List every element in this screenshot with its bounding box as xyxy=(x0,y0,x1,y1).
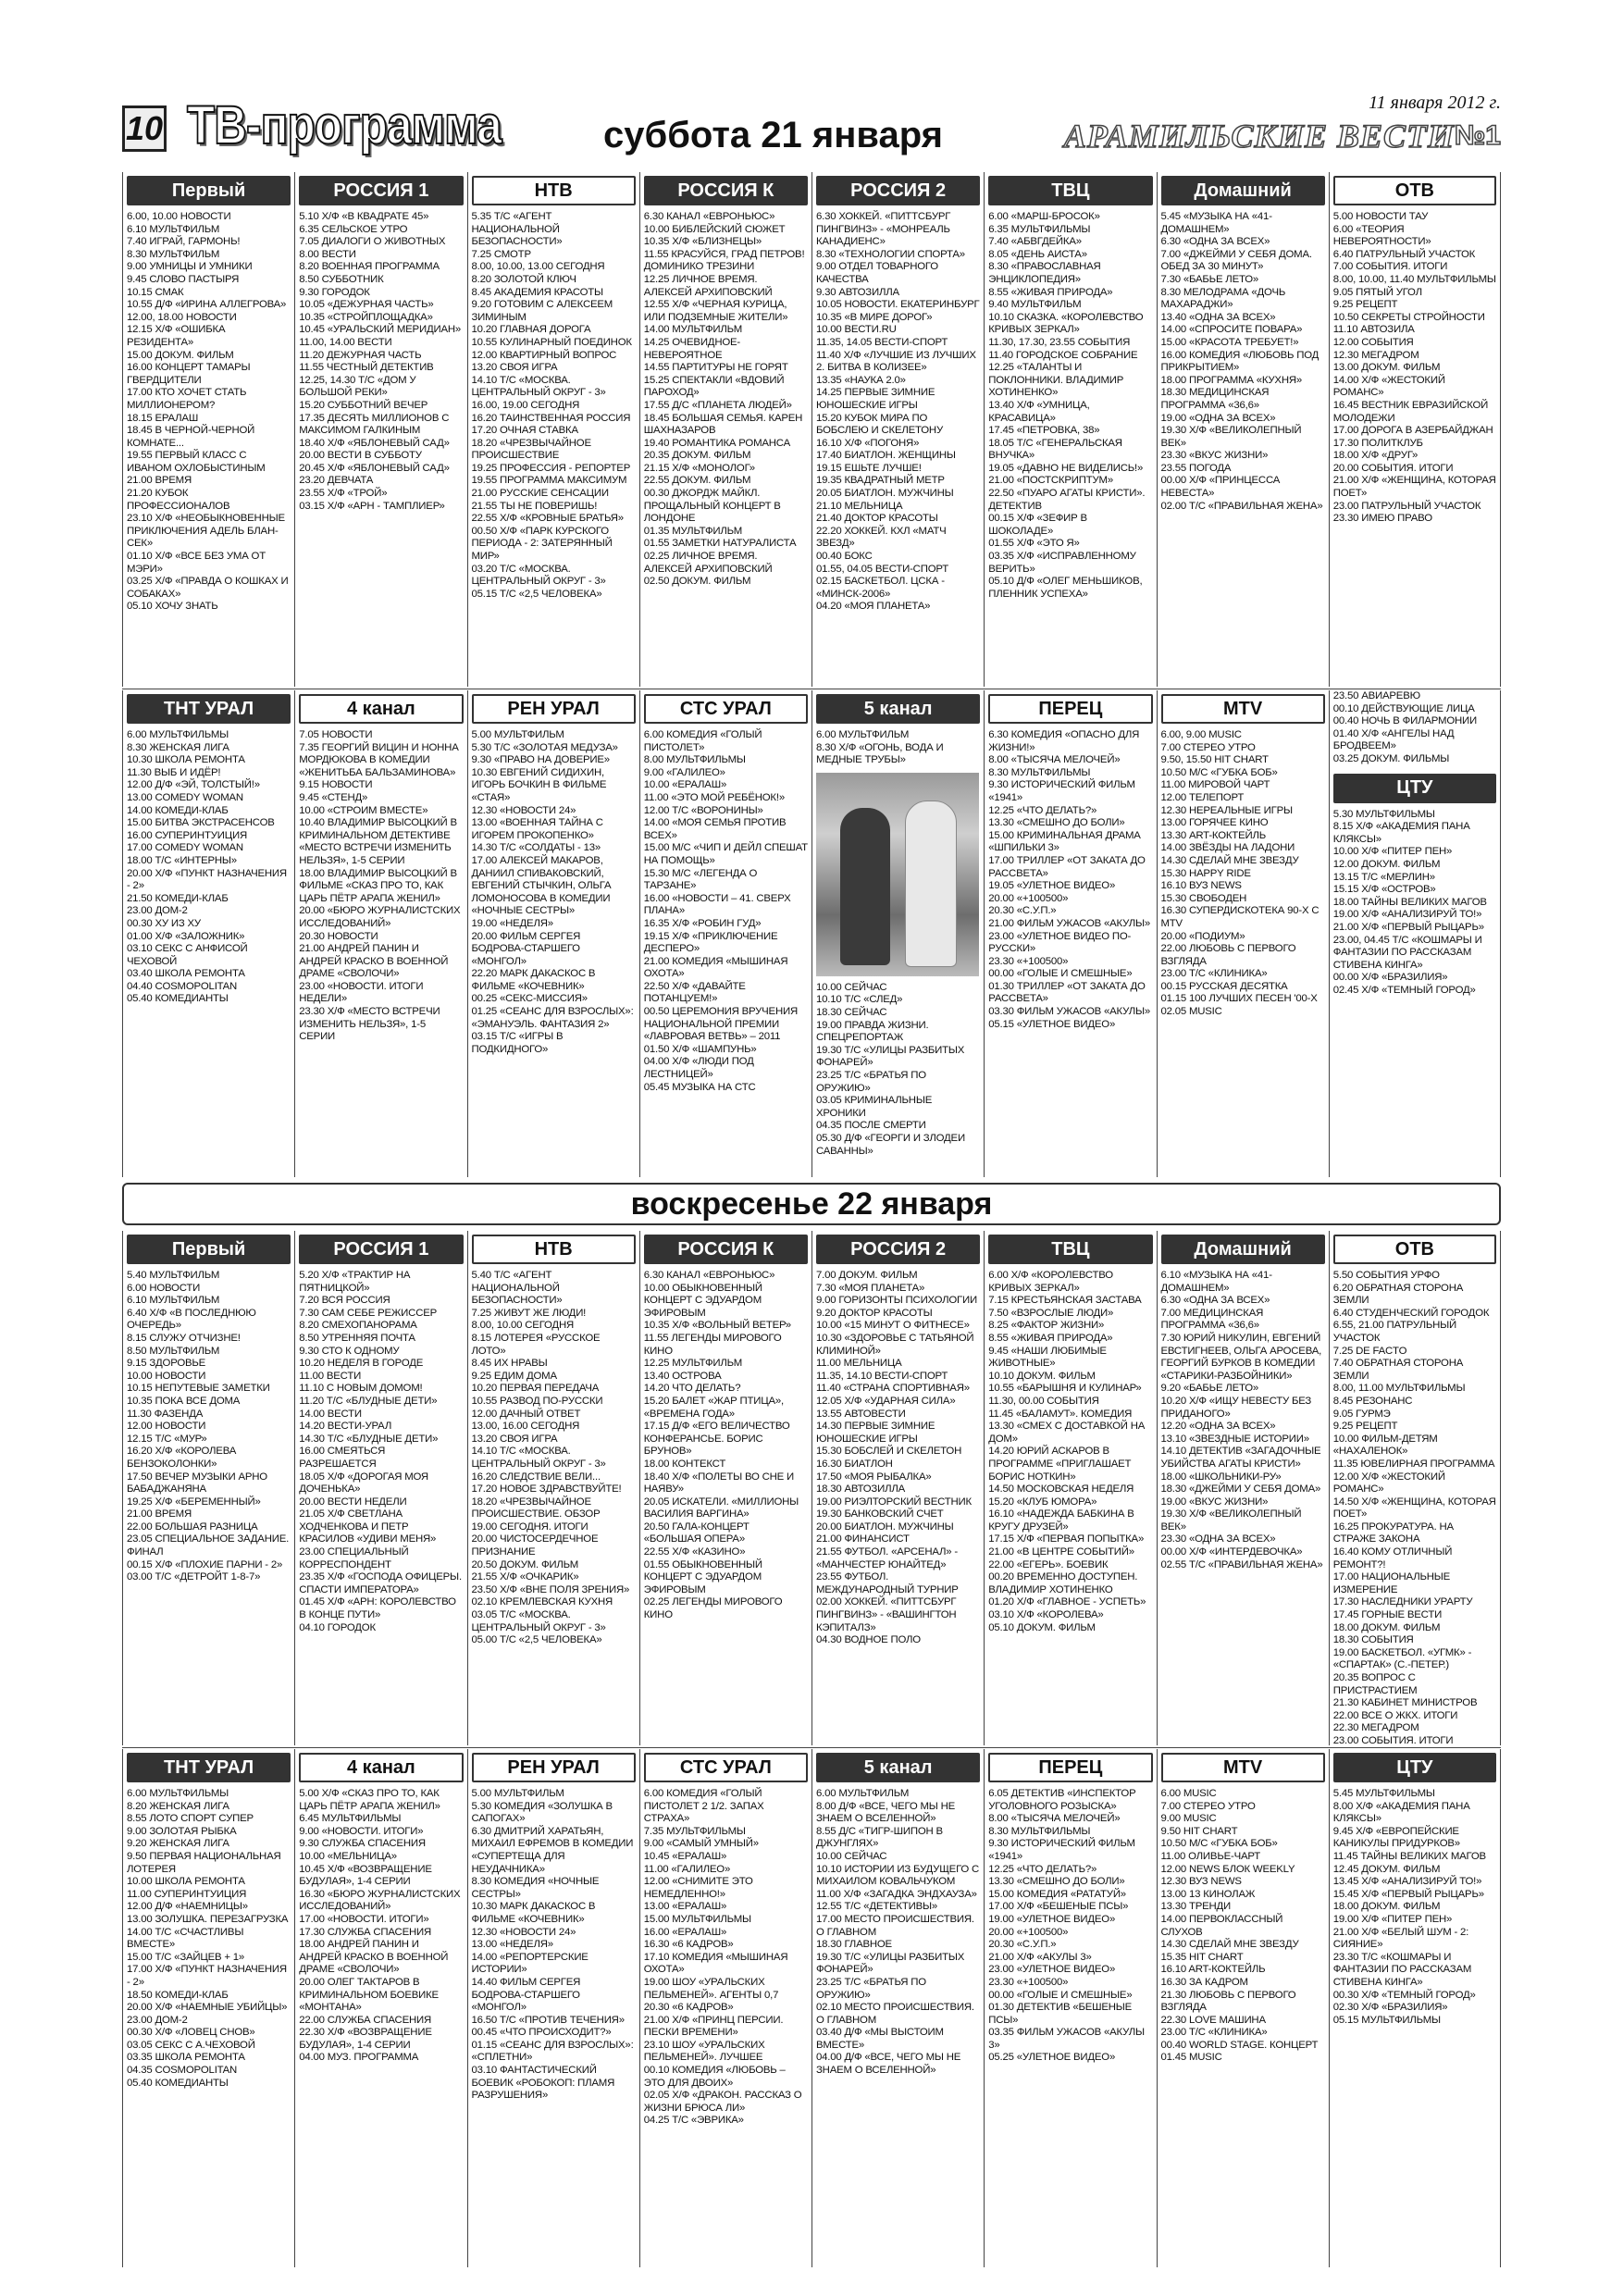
page-number: 10 xyxy=(122,105,167,152)
channel-column xyxy=(294,172,466,687)
program-list: 23.50 АВИАРЕВЮ 00.10 ДЕЙСТВУЮЩИЕ ЛИЦА 00.40 НОЧЬ В ФИЛАРМОНИИ 01.40 Х/Ф «АНГЕЛЫ НАД БРОДВЕЕМ» 03.25 ДОКУМ. ФИЛЬМЫ xyxy=(1332,690,1477,764)
program-list: 5.30 МУЛЬТФИЛЬМЫ 8.15 Х/Ф «АКАДЕМИЯ ПАНА КЛЯКСЫ» 10.00 Х/Ф «ПИТЕР ПЕН» 12.00 ДОКУМ. ФИЛЬМ 13.15 Т/С «МЕРЛИН» 15.15 Х/Ф «ОСТРОВ» 18.00 ТАЙНЫ ВЕЛИКИХ МАГОВ 19.00 Х/Ф «АНАЛИЗИРУЙ ТО!» 21.00 Х/Ф «ПЕРВЫЙ РЫЦАРЬ» 23.00, 04.45 Т/С «КОШМАРЫ И ФАНТАЗИИ ПО РАССКАЗАМ СТИВЕНА КИНГА» 00.00 Х/Ф «БРАЗИЛИЯ» 02.45 Х/Ф «ТЕМНЫЙ ГОРОД» xyxy=(1332,808,1487,996)
channel-header: СТС УРАЛ xyxy=(644,1753,808,1782)
row-divider xyxy=(122,1747,1501,1748)
saturday-title: суббота 21 января xyxy=(603,115,943,155)
channel-column xyxy=(294,1749,466,2267)
channel-header: 5 канал xyxy=(816,1753,980,1782)
channel-column xyxy=(984,690,1156,1177)
channel-header: СТС УРАЛ xyxy=(644,694,808,724)
channel-column xyxy=(1157,172,1329,687)
channel-column xyxy=(1329,172,1501,687)
issue-number: №1 xyxy=(1454,120,1501,151)
program-list: 5.40 Т/С «АГЕНТ НАЦИОНАЛЬНОЙ БЕЗОПАСНОСТИ» 7.25 ЖИВУТ ЖЕ ЛЮДИ! 8.00, 10.00 СЕГОДНЯ 8.15 ЛОТЕРЕЯ «РУССКОЕ ЛОТО» 8.45 ИХ НРАВЫ 9.25 ЕДИМ ДОМА 10.20 ПЕРВАЯ ПЕРЕДАЧА 10.55 РАЗВОД ПО-РУССКИ 12.00 ДАЧНЫЙ ОТВЕТ 13.00, 16.00 СЕГОДНЯ 13.20 СВОЯ ИГРА 14.10 Т/С «МОСКВА. ЦЕНТРАЛЬНЫЙ ОКРУГ - 3» 16.20 СЛЕДСТВИЕ ВЕЛИ... 17.20 НОВОЕ ЗДРАВСТВУЙТЕ! 18.20 «ЧРЕЗВЫЧАЙНОЕ ПРОИСШЕСТВИЕ. ОБЗОР 19.00 СЕГОДНЯ. ИТОГИ 20.00 ЧИСТОСЕРДЕЧНОЕ ПРИЗНАНИЕ 20.50 ДОКУМ. ФИЛЬМ 21.55 Х/Ф «ОЧКАРИК» 23.50 Х/Ф «ВНЕ ПОЛЯ ЗРЕНИЯ» 02.10 КРЕМЛЕВСКАЯ КУХНЯ 03.05 Т/С «МОСКВА. ЦЕНТРАЛЬНЫЙ ОКРУГ - 3» 05.00 Т/С «2,5 ЧЕЛОВЕКА» xyxy=(471,1270,630,1646)
program-list: 6.30 ХОККЕЙ. «ПИТТСБУРГ ПИНГВИНЗ» - «МОНРЕАЛЬ КАНАДИЕНС» 8.30 «ТЕХНОЛОГИИ СПОРТА» 9.00 ОТДЕЛ ТОВАРНОГО КАЧЕСТВА 9.30 АВТОЗИЛЛА 10.05 НОВОСТИ. ЕКАТЕРИНБУРГ 10.35 «В МИРЕ ДОРОГ» 10.00 ВЕСТИ.RU 11.35, 14.05 ВЕСТИ-СПОРТ 11.40 Х/Ф «ЛУЧШИЕ ИЗ ЛУЧШИХ 2. БИТВА В КОЛИЗЕЕ» 13.35 «НАУКА 2.0» 14.25 ПЕРВЫЕ ЗИМНИЕ ЮНОШЕСКИЕ ИГРЫ 15.20 КУБОК МИРА ПО БОБСЛЕЮ И СКЕЛЕТОНУ 16.10 Х/Ф «ПОГОНЯ» 17.40 БИАТЛОН. ЖЕНЩИНЫ 19.15 ЕШЬТЕ ЛУЧШЕ! 19.35 КВАДРАТНЫЙ МЕТР 20.05 БИАТЛОН. МУЖЧИНЫ 21.10 МЕЛЬНИЦА 21.40 ДОКТОР КРАСОТЫ 22.20 ХОККЕЙ. КХЛ «МАТЧ ЗВЕЗД» 00.40 БОКС 01.55, 04.05 ВЕСТИ-СПОРТ 02.15 БАСКЕТБОЛ. ЦСКА - «МИНСК-2006» 04.20 «МОЯ ПЛАНЕТА» xyxy=(816,211,980,613)
channel-header: РОССИЯ 1 xyxy=(299,1235,463,1264)
program-list: 7.05 НОВОСТИ 7.35 ГЕОРГИЙ ВИЦИН И НОННА МОРДЮКОВА В КОМЕДИИ «ЖЕНИТЬБА БАЛЬЗАМИНОВА» 9.15 НОВОСТИ 9.45 «СТЕНД» 10.00 «СТРОИМ ВМЕСТЕ» 10.40 ВЛАДИМИР ВЫСОЦКИЙ В КРИМИНАЛЬНОМ ДЕТЕКТИВЕ «МЕСТО ВСТРЕЧИ ИЗМЕНИТЬ НЕЛЬЗЯ», 1-5 СЕРИИ 18.00 ВЛАДИМИР ВЫСОЦКИЙ В ФИЛЬМЕ «СКАЗ ПРО ТО, КАК ЦАРЬ ПЁТР АРАПА ЖЕНИЛ» 20.00 «БЮРО ЖУРНАЛИСТСКИХ ИССЛЕДОВАНИЙ» 20.30 НОВОСТИ 21.00 АНДРЕЙ ПАНИН И АНДРЕЙ КРАСКО В ВОЕННОЙ ДРАМЕ «СВОЛОЧИ» 23.00 «НОВОСТИ. ИТОГИ НЕДЕЛИ» 23.30 Х/Ф «МЕСТО ВСТРЕЧИ ИЗМЕНИТЬ НЕЛЬЗЯ», 1-5 СЕРИИ xyxy=(299,729,461,1043)
channel-header: MTV xyxy=(1161,1753,1325,1782)
channel-header: ОТВ xyxy=(1333,176,1496,205)
program-list: 6.00 МУЛЬТФИЛЬМ 8.30 Х/Ф «ОГОНЬ, ВОДА И МЕДНЫЕ ТРУБЫ» xyxy=(816,729,944,766)
channel-column xyxy=(1157,690,1329,1177)
photo-figure xyxy=(840,808,890,965)
program-list: 5.40 МУЛЬТФИЛЬМ 6.00 НОВОСТИ 6.10 МУЛЬТФИЛЬМ 6.40 Х/Ф «В ПОСЛЕДНЮЮ ОЧЕРЕДЬ» 8.15 СЛУЖУ ОТЧИЗНЕ! 8.50 МУЛЬТФИЛЬМ 9.15 ЗДОРОВЬЕ 10.00 НОВОСТИ 10.15 НЕПУТЕВЫЕ ЗАМЕТКИ 10.35 ПОКА ВСЕ ДОМА 11.30 ФАЗЕНДА 12.00 НОВОСТИ 12.15 Т/С «МУР» 16.20 Х/Ф «КОРОЛЕВА БЕНЗОКОЛОНКИ» 17.50 ВЕЧЕР МУЗЫКИ АРНО БАБАДЖАНЯНА 19.25 Х/Ф «БЕРЕМЕННЫЙ» 21.00 ВРЕМЯ 22.00 БОЛЬШАЯ РАЗНИЦА 23.05 СПЕЦИАЛЬНОЕ ЗАДАНИЕ. ФИНАЛ 00.15 Х/Ф «ПЛОХИЕ ПАРНИ - 2» 03.00 Т/С «ДЕТРОЙТ 1-8-7» xyxy=(127,1270,290,1583)
sunday-bottom-row xyxy=(122,1749,1501,2267)
channel-column xyxy=(1329,1231,1501,1745)
channel-header: РЕН УРАЛ xyxy=(472,1753,636,1782)
channel-header: РЕН УРАЛ xyxy=(472,694,636,724)
channel-column xyxy=(122,172,294,687)
channel-column xyxy=(467,172,639,687)
program-list: 6.10 «МУЗЫКА НА «41-ДОМАШНЕМ» 6.30 «ОДНА ЗА ВСЕХ» 7.00 МЕДИЦИНСКАЯ ПРОГРАММА «36,6» 7.30 ЮРИЙ НИКУЛИН, ЕВГЕНИЙ ЕВСТИГНЕЕВ, ОЛЬГА АРОСЕВА, ГЕОРГИЙ БУРКОВ В КОМЕДИИ «СТАРИКИ-РАЗБОЙНИКИ» 9.20 «БАБЬЕ ЛЕТО» 10.20 Х/Ф «ИЩУ НЕВЕСТУ БЕЗ ПРИДАНОГО» 12.20 «ОДНА ЗА ВСЕХ» 13.10 «ЗВЕЗДНЫЕ ИСТОРИИ» 14.10 ДЕТЕКТИВ «ЗАГАДОЧНЫЕ УБИЙСТВА АГАТЫ КРИСТИ» 18.00 «ШКОЛЬНИКИ-РУ» 18.30 «ДЖЕЙМИ У СЕБЯ ДОМА» 19.00 «ВКУС ЖИЗНИ» 19.30 Х/Ф «ВЕЛИКОЛЕПНЫЙ ВЕК» 23.30 «ОДНА ЗА ВСЕХ» 00.00 Х/Ф «ИНТЕРДЕВОЧКА» 02.55 Т/С «ПРАВИЛЬНАЯ ЖЕНА» xyxy=(1160,1270,1323,1570)
channel-column xyxy=(1329,1749,1501,2267)
channel-header: РОССИЯ 2 xyxy=(816,1235,980,1264)
channel-column xyxy=(122,690,294,1177)
channel-column xyxy=(639,172,812,687)
sunday-top-row xyxy=(122,1231,1501,1745)
channel-header: Домашний xyxy=(1161,176,1325,205)
program-list: 6.00 КОМЕДИЯ «ГОЛЫЙ ПИСТОЛЕТ» 8.00 МУЛЬТФИЛЬМЫ 9.00 «ГАЛИЛЕО» 10.00 «ЕРАЛАШ» 11.00 «ЭТО МОЙ РЕБЁНОК!» 12.00 Т/С «ВОРОНИНЫ» 14.00 «МОЯ СЕМЬЯ ПРОТИВ ВСЕХ» 15.00 М/С «ЧИП И ДЕЙЛ СПЕШАТ НА ПОМОЩЬ» 15.30 М/С «ЛЕГЕНДА О ТАРЗАНЕ» 16.00 «НОВОСТИ – 41. СВЕРХ ПЛАНА» 16.35 Х/Ф «РОБИН ГУД» 19.15 Х/Ф «ПРИКЛЮЧЕНИЕ ДЕСПЕРО» 21.00 КОМЕДИЯ «МЫШИНАЯ ОХОТА» 22.50 Х/Ф «ДАВАЙТЕ ПОТАНЦУЕМ!» 00.50 ЦЕРЕМОНИЯ ВРУЧЕНИЯ НАЦИОНАЛЬНОЙ ПРЕМИИ «ЛАВРОВАЯ ВЕТВЬ» – 2011 01.50 Х/Ф «ШАМПУНЬ» 04.00 Х/Ф «ЛЮДИ ПОД ЛЕСТНИЦЕЙ» 05.45 МУЗЫКА НА СТС xyxy=(643,729,808,1093)
channel-column xyxy=(812,1749,984,2267)
program-list: 6.00, 10.00 НОВОСТИ 6.10 МУЛЬТФИЛЬМ 7.40 ИГРАЙ, ГАРМОНЬ! 8.30 МУЛЬТФИЛЬМ 9.00 УМНИЦЫ И УМНИКИ 9.45 СЛОВО ПАСТЫРЯ 10.15 СМАК 10.55 Д/Ф «ИРИНА АЛЛЕГРОВА» 12.00, 18.00 НОВОСТИ 12.15 Х/Ф «ОШИБКА РЕЗИДЕНТА» 15.00 ДОКУМ. ФИЛЬМ 16.00 КОНЦЕРТ ТАМАРЫ ГВЕРДЦИТЕЛИ 17.00 КТО ХОЧЕТ СТАТЬ МИЛЛИОНЕРОМ? 18.15 ЕРАЛАШ 18.45 В ЧЕРНОЙ-ЧЕРНОЙ КОМНАТЕ... 19.55 ПЕРВЫЙ КЛАСС С ИВАНОМ ОХЛОБЫСТИНЫМ 21.00 ВРЕМЯ 21.20 КУБОК ПРОФЕССИОНАЛОВ 23.10 Х/Ф «НЕОБЫКНОВЕННЫЕ ПРИКЛЮЧЕНИЯ АДЕЛЬ БЛАН-СЕК» 01.10 Х/Ф «ВСЕ БЕЗ УМА ОТ МЭРИ» 03.25 Х/Ф «ПРАВДА О КОШКАХ И СОБАКАХ» 05.10 ХОЧУ ЗНАТЬ xyxy=(127,211,289,613)
saturday-top-row xyxy=(122,172,1501,687)
channel-header: Первый xyxy=(127,1235,291,1264)
program-list: 5.10 Х/Ф «В КВАДРАТЕ 45» 6.35 СЕЛЬСКОЕ УТРО 7.05 ДИАЛОГИ О ЖИВОТНЫХ 8.00 ВЕСТИ 8.20 ВОЕННАЯ ПРОГРАММА 8.50 СУББОТНИК 9.30 ГОРОДОК 10.05 «ДЕЖУРНАЯ ЧАСТЬ» 10.35 «СТРОЙПЛОЩАДКА» 10.45 «УРАЛЬСКИЙ МЕРИДИАН» 11.00, 14.00 ВЕСТИ 11.20 ДЕЖУРНАЯ ЧАСТЬ 11.55 ЧЕСТНЫЙ ДЕТЕКТИВ 12.25, 14.30 Т/С «ДОМ У БОЛЬШОЙ РЕКИ» 15.20 СУББОТНИЙ ВЕЧЕР 17.35 ДЕСЯТЬ МИЛЛИОНОВ С МАКСИМОМ ГАЛКИНЫМ 18.40 Х/Ф «ЯБЛОНЕВЫЙ САД» 20.00 ВЕСТИ В СУББОТУ 20.45 Х/Ф «ЯБЛОНЕВЫЙ САД» 23.20 ДЕВЧАТА 23.55 Х/Ф «ТРОЙ» 03.15 Х/Ф «АРН - ТАМПЛИЕР» xyxy=(299,211,462,512)
program-list: 6.00 МУЛЬТФИЛЬМЫ 8.20 ЖЕНСКАЯ ЛИГА 8.55 ЛОТО СПОРТ СУПЕР 9.00 ЗОЛОТАЯ РЫБКА 9.20 ЖЕНСКАЯ ЛИГА 9.50 ПЕРВАЯ НАЦИОНАЛЬНАЯ ЛОТЕРЕЯ 10.00 ШКОЛА РЕМОНТА 11.00 СУПЕРИНТУИЦИЯ 12.00 Д/Ф «НАЕМНИЦЫ» 13.00 ЗОЛУШКА. ПЕРЕЗАГРУЗКА 14.00 Т/С «СЧАСТЛИВЫ ВМЕСТЕ» 15.00 Т/С «ЗАЙЦЕВ + 1» 17.00 Х/Ф «ПУНКТ НАЗНАЧЕНИЯ - 2» 18.50 КОМЕДИ-КЛАБ 20.00 Х/Ф «НАЕМНЫЕ УБИЙЦЫ» 23.00 ДОМ-2 00.30 Х/Ф «ЛОВЕЦ СНОВ» 03.05 СЕКС С А.ЧЕХОВОЙ 03.35 ШКОЛА РЕМОНТА 04.35 COSMOPOLITAN 05.40 КОМЕДИАНТЫ xyxy=(127,1788,289,2089)
channel-column xyxy=(639,1231,812,1745)
issue-date: 11 января 2012 г. xyxy=(1369,93,1501,113)
channel-column xyxy=(294,1231,466,1745)
program-list: 6.00 «МАРШ-БРОСОК» 6.35 МУЛЬТФИЛЬМЫ 7.40 «АБВГДЕЙКА» 8.05 «ДЕНЬ АИСТА» 8.30 «ПРАВОСЛАВНАЯ ЭНЦИКЛОПЕДИЯ» 8.55 «ЖИВАЯ ПРИРОДА» 9.40 МУЛЬТФИЛЬМ 10.10 СКАЗКА. «КОРОЛЕВСТВО КРИВЫХ ЗЕРКАЛ» 11.30, 17.30, 23.55 СОБЫТИЯ 11.40 ГОРОДСКОЕ СОБРАНИЕ 12.25 «ТАЛАНТЫ И ПОКЛОННИКИ. ВЛАДИМИР ХОТИНЕНКО» 13.40 Х/Ф «УМНИЦА, КРАСАВИЦА» 17.45 «ПЕТРОВКА, 38» 18.05 Т/С «ГЕНЕРАЛЬСКАЯ ВНУЧКА» 19.05 «ДАВНО НЕ ВИДЕЛИСЬ!» 21.00 «ПОСТСКРИПТУМ» 22.50 «ПУАРО АГАТЫ КРИСТИ». ДЕТЕКТИВ 00.15 Х/Ф «ЗЕФИР В ШОКОЛАДЕ» 01.55 Х/Ф «ЭТО Я» 03.35 Х/Ф «ИСПРАВЛЕННОМУ ВЕРИТЬ» 05.10 Д/Ф «ОЛЕГ МЕНЬШИКОВ, ПЛЕННИК УСПЕХА» xyxy=(988,211,1146,600)
channel-header: ЦТУ xyxy=(1333,1753,1496,1782)
program-list: 5.45 «МУЗЫКА НА «41-ДОМАШНЕМ» 6.30 «ОДНА ЗА ВСЕХ» 7.00 «ДЖЕЙМИ У СЕБЯ ДОМА. ОБЕД ЗА 30 МИНУТ» 7.30 «БАБЬЕ ЛЕТО» 8.30 МЕЛОДРАМА «ДОЧЬ МАХАРАДЖИ» 13.40 «ОДНА ЗА ВСЕХ» 14.00 «СПРОСИТЕ ПОВАРА» 15.00 «КРАСОТА ТРЕБУЕТ!» 16.00 КОМЕДИЯ «ЛЮБОВЬ ПОД ПРИКРЫТИЕМ» 18.00 ПРОГРАММА «КУХНЯ» 18.30 МЕДИЦИНСКАЯ ПРОГРАММА «36,6» 19.00 «ОДНА ЗА ВСЕХ» 19.30 Х/Ф «ВЕЛИКОЛЕПНЫЙ ВЕК» 23.30 «ВКУС ЖИЗНИ» 23.55 ПОГОДА 00.00 Х/Ф «ПРИНЦЕССА НЕВЕСТА» 02.00 Т/С «ПРАВИЛЬНАЯ ЖЕНА» xyxy=(1160,211,1323,512)
channel-column xyxy=(984,1749,1156,2267)
channel-column xyxy=(467,1749,639,2267)
program-list: 5.00 МУЛЬТФИЛЬМ 5.30 КОМЕДИЯ «ЗОЛУШКА В САПОГАХ» 6.30 ДМИТРИЙ ХАРАТЬЯН, МИХАИЛ ЕФРЕМОВ В КОМЕДИИ «СУПЕРТЕЩА ДЛЯ НЕУДАЧНИКА» 8.30 КОМЕДИЯ «НОЧНЫЕ СЕСТРЫ» 10.30 МАРК ДАКАСКОС В ФИЛЬМЕ «КОЧЕВНИК» 12.30 «НОВОСТИ 24» 13.00 «НЕДЕЛЯ» 14.00 «РЕПОРТЕРСКИЕ ИСТОРИИ» 14.40 ФИЛЬМ СЕРГЕЯ БОДРОВА-СТАРШЕГО «МОНГОЛ» 16.50 Т/С «ПРОТИВ ТЕЧЕНИЯ» 00.45 «ЧТО ПРОИСХОДИТ?» 01.15 «СЕАНС ДЛЯ ВЗРОСЛЫХ»: «СПЛЕТНИ» 03.10 ФАНТАСТИЧЕСКИЙ БОЕВИК «РОБОКОП: ПЛАМЯ РАЗРУШЕНИЯ» xyxy=(471,1788,634,2102)
channel-column xyxy=(1329,690,1501,1177)
channel-header: РОССИЯ К xyxy=(644,176,808,205)
channel-column xyxy=(984,1231,1156,1745)
sunday-title: воскресенье 22 января xyxy=(122,1183,1501,1225)
channel-header: 5 канал xyxy=(816,694,980,724)
program-list: 5.00 Х/Ф «СКАЗ ПРО ТО, КАК ЦАРЬ ПЁТР АРАПА ЖЕНИЛ» 6.45 МУЛЬТФИЛЬМЫ 9.00 «НОВОСТИ. ИТОГИ» 9.30 СЛУЖБА СПАСЕНИЯ 10.00 «МЕЛЬНИЦА» 10.45 Х/Ф «ВОЗВРАЩЕНИЕ БУДУЛАЯ», 1-4 СЕРИИ 16.30 «БЮРО ЖУРНАЛИСТСКИХ ИССЛЕДОВАНИЙ» 17.00 «НОВОСТИ. ИТОГИ» 17.30 СЛУЖБА СПАСЕНИЯ 18.00 АНДРЕЙ ПАНИН И АНДРЕЙ КРАСКО В ВОЕННОЙ ДРАМЕ «СВОЛОЧИ» 20.00 ОЛЕГ ТАКТАРОВ В КРИМИНАЛЬНОМ БОЕВИКЕ «МОНТАНА» 22.00 СЛУЖБА СПАСЕНИЯ 22.30 Х/Ф «ВОЗВРАЩЕНИЕ БУДУЛАЯ», 1-4 СЕРИИ 04.00 МУЗ. ПРОГРАММА xyxy=(299,1788,461,2064)
channel-column xyxy=(122,1749,294,2267)
program-list: 10.00 СЕЙЧАС 10.10 Т/С «СЛЕД» 18.30 СЕЙЧАС 19.00 ПРАВДА ЖИЗНИ. СПЕЦРЕПОРТАЖ 19.30 Т/С «УЛИЦЫ РАЗБИТЫХ ФОНАРЕЙ» 23.25 Т/С «БРАТЬЯ ПО ОРУЖИЮ» 03.05 КРИМИНАЛЬНЫЕ ХРОНИКИ 04.35 ПОСЛЕ СМЕРТИ 05.30 Д/Ф «ГЕОРГИ И ЗЛОДЕИ САВАННЫ» xyxy=(816,981,965,1157)
program-list: 6.00 MUSIC 7.00 СТЕРЕО УТРО 9.00 MUSIC 9.50 HIT CHART 10.50 М/С «ГУБКА БОБ» 11.00 ОЛИВЬЕ-ЧАРТ 12.00 NEWS БЛОК WEEKLY 12.30 ВУЗ NEWS 13.00 13 КИНОЛАЖ 13.30 ТРЕНДИ 14.00 ПЕРВОКЛАССНЫЙ СЛУХОВ 14.30 СДЕЛАЙ МНЕ ЗВЕЗДУ 15.35 HIT CHART 16.10 ART-КОКТЕЙЛЬ 16.30 ЗА КАДРОМ 21.30 ЛЮБОВЬ С ПЕРВОГО ВЗГЛЯДА 22.30 LOVE МАШИНА 23.00 Т/С «КЛИНИКА» 00.40 WORLD STAGE. КОНЦЕРТ 01.45 MUSIC xyxy=(1160,1788,1319,2064)
channel-header: ТВЦ xyxy=(988,176,1152,205)
channel-column xyxy=(639,1749,812,2267)
channel-header: ЦТУ xyxy=(1333,774,1496,803)
channel-column xyxy=(1157,1231,1329,1745)
film-still-photo xyxy=(816,773,979,976)
channel-header: ПЕРЕЦ xyxy=(988,694,1152,724)
channel-header: ТНТ УРАЛ xyxy=(127,694,291,724)
program-list: 5.50 СОБЫТИЯ УРФО 6.20 ОБРАТНАЯ СТОРОНА ЗЕМЛИ 6.40 СТУДЕНЧЕСКИЙ ГОРОДОК 6.55, 21.00 ПАТРУЛЬНЫЙ УЧАСТОК 7.25 DE FACTO 7.40 ОБРАТНАЯ СТОРОНА ЗЕМЛИ 8.00, 11.00 МУЛЬТФИЛЬМЫ 8.45 РЕЗОНАНС 9.05 ГУРМЭ 9.25 РЕЦЕПТ 10.00 ФИЛЬМ-ДЕТЯМ «НАХАЛЕНОК» 11.35 ЮВЕЛИРНАЯ ПРОГРАММА 12.00 Х/Ф «ЖЕСТОКИЙ РОМАНС» 14.50 Х/Ф «ЖЕНЩИНА, КОТОРАЯ ПОЕТ» 16.25 ПРОКУРАТУРА. НА СТРАЖЕ ЗАКОНА 16.40 КОМУ ОТЛИЧНЫЙ РЕМОНТ?! 17.00 НАЦИОНАЛЬНЫЕ ИЗМЕРЕНИЕ 17.30 НАСЛЕДНИКИ УРАРТУ 17.45 ГОРНЫЕ ВЕСТИ 18.00 ДОКУМ. ФИЛЬМ 18.30 СОБЫТИЯ 19.00 БАСКЕТБОЛ. «УГМК» - «СПАРТАК» (С.-ПЕТЕР.) 20.35 ВОПРОС С ПРИСТРАСТИЕМ 21.30 КАБИНЕТ МИНИСТРОВ 22.00 ВСЕ О ЖКХ. ИТОГИ 22.30 МЕГАДРОМ 23.00 СОБЫТИЯ. ИТОГИ xyxy=(1332,1270,1496,1745)
paper-name: АРАМИЛЬСКИЕ ВЕСТИ xyxy=(1063,118,1455,155)
page-header xyxy=(122,93,1501,165)
channel-header: 4 канал xyxy=(299,694,463,724)
channel-header: НТВ xyxy=(472,176,636,205)
program-list: 6.00 МУЛЬТФИЛЬМЫ 8.30 ЖЕНСКАЯ ЛИГА 10.30 ШКОЛА РЕМОНТА 11.30 ВЫБ И ИДЁР! 12.00 Д/Ф «ЭЙ, ТОЛСТЫЙ!» 13.00 COMEDY WOMAN 14.00 КОМЕДИ-КЛАБ 15.00 БИТВА ЭКСТРАСЕНСОВ 16.00 СУПЕРИНТУИЦИЯ 17.00 COMEDY WOMAN 18.00 Т/С «ИНТЕРНЫ» 20.00 Х/Ф «ПУНКТ НАЗНАЧЕНИЯ - 2» 21.50 КОМЕДИ-КЛАБ 23.00 ДОМ-2 00.30 ХУ ИЗ ХУ 01.00 Х/Ф «ЗАЛОЖНИК» 03.10 СЕКС С АНФИСОЙ ЧЕХОВОЙ 03.40 ШКОЛА РЕМОНТА 04.40 COSMOPOLITAN 05.40 КОМЕДИАНТЫ xyxy=(127,729,287,1005)
program-list: 6.00 Х/Ф «КОРОЛЕВСТВО КРИВЫХ ЗЕРКАЛ» 7.15 КРЕСТЬЯНСКАЯ ЗАСТАВА 7.50 «ВЗРОСЛЫЕ ЛЮДИ» 8.25 «ФАКТОР ЖИЗНИ» 8.55 «ЖИВАЯ ПРИРОДА» 9.45 «НАШИ ЛЮБИМЫЕ ЖИВОТНЫЕ» 10.10 ДОКУМ. ФИЛЬМ 10.55 «БАРЫШНЯ И КУЛИНАР» 11.30, 00.00 СОБЫТИЯ 11.45 «БАЛАМУТ». КОМЕДИЯ 13.30 «СМЕХ С ДОСТАВКОЙ НА ДОМ» 14.20 ЮРИЙ АСКАРОВ В ПРОГРАММЕ «ПРИГЛАШАЕТ БОРИС НОТКИН» 14.50 МОСКОВСКАЯ НЕДЕЛЯ 15.20 «КЛУБ ЮМОРА» 16.10 «НАДЕЖДА БАБКИНА В КРУГУ ДРУЗЕЙ» 17.15 Х/Ф «ПЕРВАЯ ПОПЫТКА» 21.00 «В ЦЕНТРЕ СОБЫТИЙ» 22.00 «ЕГЕРЬ». БОЕВИК 00.20 ВРЕМЕННО ДОСТУПЕН. ВЛАДИМИР ХОТИНЕНКО 01.20 Х/Ф «ГЛАВНОЕ - УСПЕТЬ» 03.10 Х/Ф «КОРОЛЕВА» 05.10 ДОКУМ. ФИЛЬМ xyxy=(988,1270,1146,1633)
program-list: 5.00 НОВОСТИ ТАУ 6.00 «ТЕОРИЯ НЕВЕРОЯТНОСТИ» 6.40 ПАТРУЛЬНЫЙ УЧАСТОК 7.00 СОБЫТИЯ. ИТОГИ 8.00, 10.00, 11.40 МУЛЬТФИЛЬМЫ 9.05 ПЯТЫЙ УГОЛ 9.25 РЕЦЕПТ 10.50 СЕКРЕТЫ СТРОЙНОСТИ 11.10 АВТОЗИЛА 12.00 СОБЫТИЯ 12.30 МЕГАДРОМ 13.00 ДОКУМ. ФИЛЬМ 14.00 Х/Ф «ЖЕСТОКИЙ РОМАНС» 16.45 ВЕСТНИК ЕВРАЗИЙСКОЙ МОЛОДЕЖИ 17.00 ДОРОГА В АЗЕРБАЙДЖАН 17.30 ПОЛИТКЛУБ 18.00 Х/Ф «ДРУГ» 20.00 СОБЫТИЯ. ИТОГИ 21.00 Х/Ф «ЖЕНЩИНА, КОТОРАЯ ПОЕТ» 23.00 ПАТРУЛЬНЫЙ УЧАСТОК 23.30 ИМЕЮ ПРАВО xyxy=(1332,211,1496,525)
channel-header: Первый xyxy=(127,176,291,205)
program-list: 6.30 КОМЕДИЯ «ОПАСНО ДЛЯ ЖИЗНИ!» 8.00 «ТЫСЯЧА МЕЛОЧЕЙ» 8.30 МУЛЬТФИЛЬМЫ 9.30 ИСТОРИЧЕСКИЙ ФИЛЬМ «1941» 12.25 «ЧТО ДЕЛАТЬ?» 13.30 «СМЕШНО ДО БОЛИ» 15.00 КРИМИНАЛЬНАЯ ДРАМА «ШПИЛЬКИ 3» 17.00 ТРИЛЛЕР «ОТ ЗАКАТА ДО РАССВЕТА» 19.05 «УЛЕТНОЕ ВИДЕО» 20.00 «+100500» 20.30 «С.У.П.» 21.00 ФИЛЬМ УЖАСОВ «АКУЛЫ» 23.00 «УЛЕТНОЕ ВИДЕО ПО-РУССКИ» 23.30 «+100500» 00.00 «ГОЛЫЕ И СМЕШНЫЕ» 01.30 ТРИЛЛЕР «ОТ ЗАКАТА ДО РАССВЕТА» 03.30 ФИЛЬМ УЖАСОВ «АКУЛЫ» 05.15 «УЛЕТНОЕ ВИДЕО» xyxy=(988,729,1151,1030)
channel-column xyxy=(812,172,984,687)
channel-header: ОТВ xyxy=(1333,1235,1496,1264)
channel-header: ТВЦ xyxy=(988,1235,1152,1264)
program-list: 6.00 КОМЕДИЯ «ГОЛЫЙ ПИСТОЛЕТ 2 1/2. ЗАПАХ СТРАХА» 7.35 МУЛЬТФИЛЬМЫ 9.00 «САМЫЙ УМНЫЙ» 10.45 «ЕРАЛАШ» 11.00 «ГАЛИЛЕО» 12.00 «СНИМИТЕ ЭТО НЕМЕДЛЕННО!» 13.00 «ЕРАЛАШ» 15.00 МУЛЬТФИЛЬМЫ 16.00 «ЕРАЛАШ» 16.30 «6 КАДРОВ» 17.10 КОМЕДИЯ «МЫШИНАЯ ОХОТА» 19.00 ШОУ «УРАЛЬСКИХ ПЕЛЬМЕНЕЙ». АГЕНТЫ 0,7 20.30 «6 КАДРОВ» 21.00 Х/Ф «ПРИНЦ ПЕРСИИ. ПЕСКИ ВРЕМЕНИ» 23.10 ШОУ «УРАЛЬСКИХ ПЕЛЬМЕНЕЙ». ЛУЧШЕЕ 00.10 КОМЕДИЯ «ЛЮБОВЬ – ЭТО ДЛЯ ДВОИХ» 02.05 Х/Ф «ДРАКОН. РАССКАЗ О ЖИЗНИ БРЮСА ЛИ» 04.25 Т/С «ЭВРИКА» xyxy=(643,1788,802,2127)
program-list: 5.20 Х/Ф «ТРАКТИР НА ПЯТНИЦКОЙ» 7.20 ВСЯ РОССИЯ 7.30 САМ СЕБЕ РЕЖИССЕР 8.20 СМЕХОПАНОРАМА 8.50 УТРЕННЯЯ ПОЧТА 9.30 СТО К ОДНОМУ 10.20 НЕДЕЛЯ В ГОРОДЕ 11.00 ВЕСТИ 11.10 С НОВЫМ ДОМОМ! 11.20 Т/С «БЛУДНЫЕ ДЕТИ» 14.00 ВЕСТИ 14.20 ВЕСТИ-УРАЛ 14.30 Т/С «БЛУДНЫЕ ДЕТИ» 16.00 СМЕЯТЬСЯ РАЗРЕШАЕТСЯ 18.05 Х/Ф «ДОРОГАЯ МОЯ ДОЧЕНЬКА» 20.00 ВЕСТИ НЕДЕЛИ 21.05 Х/Ф СВЕТЛАНА ХОДЧЕНКОВА И ПЕТР КРАСИЛОВ «УДИВИ МЕНЯ» 23.00 СПЕЦИАЛЬНЫЙ КОРРЕСПОНДЕНТ 23.35 Х/Ф «ГОСПОДА ОФИЦЕРЫ. СПАСТИ ИМПЕРАТОРА» 01.45 Х/Ф «АРН: КОРОЛЕВСТВО В КОНЦЕ ПУТИ» 04.10 ГОРОДОК xyxy=(299,1270,462,1633)
channel-column xyxy=(812,690,984,1177)
channel-column xyxy=(1157,1749,1329,2267)
channel-header: РОССИЯ К xyxy=(644,1235,808,1264)
channel-column xyxy=(467,1231,639,1745)
saturday-bottom-row xyxy=(122,690,1501,1177)
program-list: 6.00, 9.00 MUSIC 7.00 СТЕРЕО УТРО 9.50, 15.50 HIT CHART 10.50 М/С «ГУБКА БОБ» 11.00 МИРОВОЙ ЧАРТ 12.00 ТЕЛЕПОРТ 12.30 НЕРЕАЛЬНЫЕ ИГРЫ 13.00 ГОРЯЧЕЕ КИНО 13.30 ART-КОКТЕЙЛЬ 14.00 ЗВЁЗДЫ НА ЛАДОНИ 14.30 СДЕЛАЙ МНЕ ЗВЕЗДУ 15.30 HAPPY RIDE 16.10 ВУЗ NEWS 15.30 СВОБОДЕН 16.30 СУПЕРДИСКОТЕКА 90-Х С MTV 20.00 «ПОДИУМ» 22.00 ЛЮБОВЬ С ПЕРВОГО ВЗГЛЯДА 23.00 Т/С «КЛИНИКА» 00.15 РУССКАЯ ДЕСЯТКА 01.15 100 ЛУЧШИХ ПЕСЕН '00-Х 02.05 MUSIC xyxy=(1160,729,1319,1018)
channel-header: 4 канал xyxy=(299,1753,463,1782)
channel-header: РОССИЯ 1 xyxy=(299,176,463,205)
photo-figure xyxy=(905,800,957,967)
channel-header: НТВ xyxy=(472,1235,636,1264)
channel-column xyxy=(294,690,466,1177)
program-list: 6.30 КАНАЛ «ЕВРОНЬЮС» 10.00 ОБЫКНОВЕННЫЙ КОНЦЕРТ С ЭДУАРДОМ ЭФИРОВЫМ 10.35 Х/Ф «ВОЛЬНЫЙ ВЕТЕР» 11.55 ЛЕГЕНДЫ МИРОВОГО КИНО 12.25 МУЛЬТФИЛЬМ 13.40 ОСТРОВА 14.20 ЧТО ДЕЛАТЬ? 15.20 БАЛЕТ «ЖАР ПТИЦА», «ВРЕМЕНА ГОДА» 17.15 Д/Ф «ЕГО ВЕЛИЧЕСТВО КОНФЕРАНСЬЕ. БОРИС БРУНОВ» 18.00 КОНТЕКСТ 18.40 Х/Ф «ПОЛЕТЫ ВО СНЕ И НАЯВУ» 20.05 ИСКАТЕЛИ. «МИЛЛИОНЫ ВАСИЛИЯ ВАРГИНА» 20.50 ГАЛА-КОНЦЕРТ «БОЛЬШАЯ ОПЕРА» 22.55 Х/Ф «КАЗИНО» 01.55 ОБЫКНОВЕННЫЙ КОНЦЕРТ С ЭДУАРДОМ ЭФИРОВЫМ 02.25 ЛЕГЕНДЫ МИРОВОГО КИНО xyxy=(643,1270,799,1621)
channel-header: MTV xyxy=(1161,694,1325,724)
program-list: 6.05 ДЕТЕКТИВ «ИНСПЕКТОР УГОЛОВНОГО РОЗЫСКА» 8.00 «ТЫСЯЧА МЕЛОЧЕЙ» 8.30 МУЛЬТФИЛЬМЫ 9.30 ИСТОРИЧЕСКИЙ ФИЛЬМ «1941» 12.25 «ЧТО ДЕЛАТЬ?» 13.30 «СМЕШНО ДО БОЛИ» 15.00 КОМЕДИЯ «РАТАТУЙ» 17.00 Х/Ф «БЕШЕНЫЕ ПСЫ» 19.00 «УЛЕТНОЕ ВИДЕО» 20.00 «+100500» 20.30 «С.У.П.» 21.00 Х/Ф «АКУЛЫ 3» 23.00 «УЛЕТНОЕ ВИДЕО» 23.30 «+100500» 00.00 «ГОЛЫЕ И СМЕШНЫЕ» 01.30 ДЕТЕКТИВ «БЕШЕНЫЕ ПСЫ» 03.35 ФИЛЬМ УЖАСОВ «АКУЛЫ 3» 05.25 «УЛЕТНОЕ ВИДЕО» xyxy=(988,1788,1145,2064)
program-list: 6.30 КАНАЛ «ЕВРОНЬЮС» 10.00 БИБЛЕЙСКИЙ СЮЖЕТ 10.35 Х/Ф «БЛИЗНЕЦЫ» 11.55 КРАСУЙСЯ, ГРАД ПЕТРОВ! ДОМИНИКО ТРЕЗИНИ 12.25 ЛИЧНОЕ ВРЕМЯ. АЛЕКСЕЙ АРХИПОВСКИЙ 12.55 Х/Ф «ЧЕРНАЯ КУРИЦА, ИЛИ ПОДЗЕМНЫЕ ЖИТЕЛИ» 14.00 МУЛЬТФИЛЬМ 14.25 ОЧЕВИДНОЕ-НЕВЕРОЯТНОЕ 14.55 ПАРТИТУРЫ НЕ ГОРЯТ 15.25 СПЕКТАКЛИ «ВДОВИЙ ПАРОХОД» 17.55 Д/С «ПЛАНЕТА ЛЮДЕЙ» 18.45 БОЛЬШАЯ СЕМЬЯ. КАРЕН ШАХНАЗАРОВ 19.40 РОМАНТИКА РОМАНСА 20.35 ДОКУМ. ФИЛЬМ 21.15 Х/Ф «МОНОЛОГ» 22.55 ДОКУМ. ФИЛЬМ 00.30 ДЖОРДЖ МАЙКЛ. ПРОЩАЛЬНЫЙ КОНЦЕРТ В ЛОНДОНЕ 01.35 МУЛЬТФИЛЬМ 01.55 ЗАМЕТКИ НАТУРАЛИСТА 02.25 ЛИЧНОЕ ВРЕМЯ. АЛЕКСЕЙ АРХИПОВСКИЙ 02.50 ДОКУМ. ФИЛЬМ xyxy=(643,211,805,588)
program-list: 6.00 МУЛЬТФИЛЬМ 8.00 Д/Ф «ВСЕ, ЧЕГО МЫ НЕ ЗНАЕМ О ВСЕЛЕННОЙ» 8.55 Д/С «ТИГР-ШИПОН В ДЖУНГЛЯХ» 10.00 СЕЙЧАС 10.10 ИСТОРИИ ИЗ БУДУЩЕГО С МИХАИЛОМ КОВАЛЬЧУКОМ 11.00 Х/Ф «ЗАГАДКА ЭНДХАУЗА» 12.55 Т/С «ДЕТЕКТИВЫ» 17.00 МЕСТО ПРОИСШЕСТВИЯ. О ГЛАВНОМ 18.30 ГЛАВНОЕ 19.30 Т/С «УЛИЦЫ РАЗБИТЫХ ФОНАРЕЙ» 23.25 Т/С «БРАТЬЯ ПО ОРУЖИЮ» 02.10 МЕСТО ПРОИСШЕСТВИЯ. О ГЛАВНОМ 03.40 Д/Ф «МЫ ВЫСТОИМ ВМЕСТЕ» 04.00 Д/Ф «ВСЕ, ЧЕГО МЫ НЕ ЗНАЕМ О ВСЕЛЕННОЙ» xyxy=(816,1788,980,2077)
channel-column xyxy=(122,1231,294,1745)
program-list: 5.45 МУЛЬТФИЛЬМЫ 8.00 Х/Ф «АКАДЕМИЯ ПАНА КЛЯКСЫ» 9.45 Х/Ф «ЕВРОПЕЙСКИЕ КАНИКУЛЫ ПРИДУРКОВ» 11.45 ТАЙНЫ ВЕЛИКИХ МАГОВ 12.45 ДОКУМ. ФИЛЬМ 13.45 Х/Ф «АНАЛИЗИРУЙ ТО!» 15.45 Х/Ф «ПЕРВЫЙ РЫЦАРЬ» 18.00 ДОКУМ. ФИЛЬМ 19.00 Х/Ф «ПИТЕР ПЕН» 21.00 Х/Ф «БЕЛЫЙ ШУМ - 2: СИЯНИЕ» 23.30 Т/С «КОШМАРЫ И ФАНТАЗИИ ПО РАССКАЗАМ СТИВЕНА КИНГА» 00.30 Х/Ф «ТЕМНЫЙ ГОРОД» 02.30 Х/Ф «БРАЗИЛИЯ» 05.15 МУЛЬТФИЛЬМЫ xyxy=(1332,1788,1486,2026)
channel-header: РОССИЯ 2 xyxy=(816,176,980,205)
channel-column xyxy=(467,690,639,1177)
program-list: 7.00 ДОКУМ. ФИЛЬМ 7.30 «МОЯ ПЛАНЕТА» 9.00 ГОРИЗОНТЫ ПСИХОЛОГИИ 9.20 ДОКТОР КРАСОТЫ 10.00 «15 МИНУТ О ФИТНЕСЕ» 10.30 «ЗДОРОВЬЕ С ТАТЬЯНОЙ КЛИМИНОЙ» 11.00 МЕЛЬНИЦА 11.35, 14.10 ВЕСТИ-СПОРТ 11.40 «СТРАНА СПОРТИВНАЯ» 12.05 Х/Ф «УДАРНАЯ СИЛА» 13.55 АВТОВЕСТИ 14.30 ПЕРВЫЕ ЗИМНИЕ ЮНОШЕСКИЕ ИГРЫ 15.30 БОБСЛЕЙ И СКЕЛЕТОН 16.30 БИАТЛОН 17.50 «МОЯ РЫБАЛКА» 18.30 АВТОЗИЛЛА 19.00 РИЭЛТОРСКИЙ ВЕСТНИК 19.30 БАНКОВСКИЙ СЧЕТ 20.00 БИАТЛОН. МУЖЧИНЫ 21.00 ФИНАНСИСТ 21.55 ФУТБОЛ. «АРСЕНАЛ» - «МАНЧЕСТЕР ЮНАЙТЕД» 23.55 ФУТБОЛ. МЕЖДУНАРОДНЫЙ ТУРНИР 02.00 ХОККЕЙ. «ПИТТСБУРГ ПИНГВИНЗ» - «ВАШИНГТОН КЭПИТАЛЗ» 04.30 ВОДНОЕ ПОЛО xyxy=(816,1270,977,1646)
channel-header: ТНТ УРАЛ xyxy=(127,1753,291,1782)
channel-header: Домашний xyxy=(1161,1235,1325,1264)
program-list: 5.00 МУЛЬТФИЛЬМ 5.30 Т/С «ЗОЛОТАЯ МЕДУЗА» 9.30 «ПРАВО НА ДОВЕРИЕ» 10.30 ЕВГЕНИЙ СИДИХИН, ИГОРЬ БОЧКИН В ФИЛЬМЕ «СТАЯ» 12.30 «НОВОСТИ 24» 13.00 «ВОЕННАЯ ТАЙНА С ИГОРЕМ ПРОКОПЕНКО» 14.30 Т/С «СОЛДАТЫ - 13» 17.00 АЛЕКСЕЙ МАКАРОВ, ДАНИИЛ СПИВАКОВСКИЙ, ЕВГЕНИЙ СТЫЧКИН, ОЛЬГА ЛОМОНОСОВА В КОМЕДИИ «НОЧНЫЕ СЕСТРЫ» 19.00 «НЕДЕЛЯ» 20.00 ФИЛЬМ СЕРГЕЯ БОДРОВА-СТАРШЕГО «МОНГОЛ» 22.20 МАРК ДАКАСКОС В ФИЛЬМЕ «КОЧЕВНИК» 00.25 «СЕКС-МИССИЯ» 01.25 «СЕАНС ДЛЯ ВЗРОСЛЫХ»: «ЭМАНУЭЛЬ. ФАНТАЗИЯ 2» 03.15 Т/С «ИГРЫ В ПОДКИДНОГО» xyxy=(471,729,634,1055)
channel-column xyxy=(984,172,1156,687)
channel-header: ПЕРЕЦ xyxy=(988,1753,1152,1782)
channel-column xyxy=(812,1231,984,1745)
program-list: 5.35 Т/С «АГЕНТ НАЦИОНАЛЬНОЙ БЕЗОПАСНОСТИ» 7.25 СМОТР 8.00, 10.00, 13.00 СЕГОДНЯ 8.20 ЗОЛОТОЙ КЛЮЧ 8.45 АКАДЕМИЯ КРАСОТЫ 9.20 ГОТОВИМ С АЛЕКСЕЕМ ЗИМИНЫМ 10.20 ГЛАВНАЯ ДОРОГА 10.55 КУЛИНАРНЫЙ ПОЕДИНОК 12.00 КВАРТИРНЫЙ ВОПРОС 13.20 СВОЯ ИГРА 14.10 Т/С «МОСКВА. ЦЕНТРАЛЬНЫЙ ОКРУГ - 3» 16.00, 19.00 СЕГОДНЯ 16.20 ТАИНСТВЕННАЯ РОССИЯ 17.20 ОЧНАЯ СТАВКА 18.20 «ЧРЕЗВЫЧАЙНОЕ ПРОИСШЕСТВИЕ 19.25 ПРОФЕССИЯ - РЕПОРТЕР 19.55 ПРОГРАММА МАКСИМУМ 21.00 РУССКИЕ СЕНСАЦИИ 21.55 ТЫ НЕ ПОВЕРИШЬ! 22.55 Х/Ф «КРОВНЫЕ БРАТЬЯ» 00.50 Х/Ф «ПАРК КУРСКОГО ПЕРИОДА - 2: ЗАТЕРЯННЫЙ МИР» 03.20 Т/С «МОСКВА. ЦЕНТРАЛЬНЫЙ ОКРУГ - 3» 05.15 Т/С «2,5 ЧЕЛОВЕКА» xyxy=(471,211,632,600)
channel-column xyxy=(639,690,812,1177)
section-title: ТВ-программа xyxy=(187,95,502,155)
